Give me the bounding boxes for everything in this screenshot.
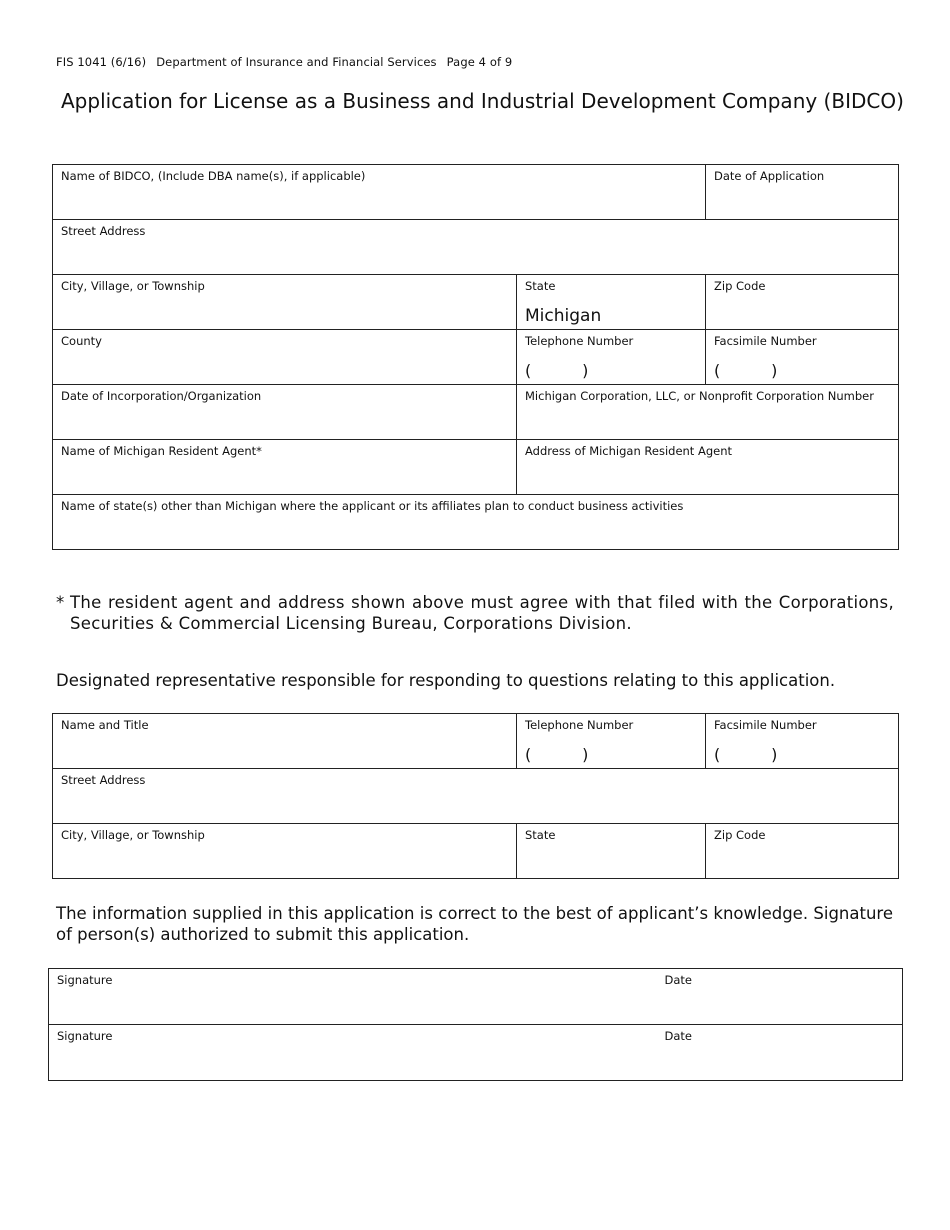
rep-zip-label: Zip Code — [714, 828, 766, 842]
rep-city-label: City, Village, or Township — [61, 828, 205, 842]
resident-agent-note — [56, 592, 894, 634]
incorporation-date-label: Date of Incorporation/Organization — [61, 389, 262, 403]
rep-name-title-field[interactable] — [53, 714, 517, 769]
fax-field[interactable] — [706, 330, 899, 385]
resident-agent-address-field[interactable] — [517, 440, 899, 495]
rep-telephone-label: Telephone Number — [525, 718, 634, 732]
rep-fax-field[interactable] — [706, 714, 899, 769]
page-indicator: Page 4 of 9 — [446, 55, 513, 69]
rep-city-field[interactable] — [53, 824, 517, 879]
fax-label: Facsimile Number — [714, 334, 817, 348]
signature-date-field-1[interactable] — [657, 969, 903, 1025]
signature-field-1[interactable] — [49, 969, 657, 1025]
county-label: County — [61, 334, 102, 348]
signature-date-field-2[interactable] — [657, 1025, 903, 1081]
signature-label-2: Signature — [57, 1029, 113, 1043]
signature-table — [48, 968, 903, 1081]
signature-label-1: Signature — [57, 973, 113, 987]
application-date-label: Date of Application — [714, 169, 825, 183]
applicant-info-table — [52, 164, 899, 550]
state-field[interactable] — [517, 275, 706, 330]
representative-table — [52, 713, 899, 879]
state-label: State — [525, 279, 556, 293]
county-field[interactable] — [53, 330, 517, 385]
rep-street-address-label: Street Address — [61, 773, 146, 787]
zip-field[interactable] — [706, 275, 899, 330]
fax-area-code: ( ) — [714, 361, 778, 380]
street-address-field[interactable] — [53, 220, 899, 275]
rep-name-title-label: Name and Title — [61, 718, 149, 732]
certification-statement: The information supplied in this application is correct to the best of applicant’s knowledge. Signature of person(s) authorized to submit this application. — [56, 904, 893, 944]
telephone-label: Telephone Number — [525, 334, 634, 348]
zip-label: Zip Code — [714, 279, 766, 293]
rep-fax-area-code: ( ) — [714, 745, 778, 764]
rep-zip-field[interactable] — [706, 824, 899, 879]
rep-telephone-area-code: ( ) — [525, 745, 589, 764]
state-value: Michigan — [525, 306, 602, 326]
form-id: FIS 1041 (6/16) — [56, 55, 147, 69]
note-asterisk: * — [56, 593, 65, 612]
other-states-field[interactable] — [53, 495, 899, 550]
city-label: City, Village, or Township — [61, 279, 205, 293]
rep-state-field[interactable] — [517, 824, 706, 879]
incorporation-date-field[interactable] — [53, 385, 517, 440]
form-header — [56, 55, 512, 69]
application-date-field[interactable] — [706, 165, 899, 220]
other-states-label: Name of state(s) other than Michigan where the applicant or its affiliates plan to conduct business activities — [61, 499, 684, 513]
bidco-name-field[interactable] — [53, 165, 706, 220]
department-name: Department of Insurance and Financial Services — [156, 55, 437, 69]
rep-state-label: State — [525, 828, 556, 842]
signature-field-2[interactable] — [49, 1025, 657, 1081]
note-text: The resident agent and address shown above must agree with that filed with the Corporations, Securities & Commercial Licensing Bureau, Corporations Division. — [70, 593, 894, 633]
corporation-number-label: Michigan Corporation, LLC, or Nonprofit Corporation Number — [525, 389, 874, 403]
page-title: Application for License as a Business and Industrial Development Company (BIDCO) — [61, 89, 904, 113]
signature-date-label-2: Date — [664, 1029, 692, 1043]
representative-intro: Designated representative responsible for responding to questions relating to this application. — [56, 671, 836, 690]
rep-telephone-field[interactable] — [517, 714, 706, 769]
corporation-number-field[interactable] — [517, 385, 899, 440]
bidco-name-label: Name of BIDCO, (Include DBA name(s), if applicable) — [61, 169, 366, 183]
city-field[interactable] — [53, 275, 517, 330]
rep-street-address-field[interactable] — [53, 769, 899, 824]
resident-agent-name-field[interactable] — [53, 440, 517, 495]
street-address-label: Street Address — [61, 224, 146, 238]
rep-fax-label: Facsimile Number — [714, 718, 817, 732]
telephone-area-code: ( ) — [525, 361, 589, 380]
resident-agent-address-label: Address of Michigan Resident Agent — [525, 444, 733, 458]
signature-date-label-1: Date — [664, 973, 692, 987]
resident-agent-name-label: Name of Michigan Resident Agent* — [61, 444, 262, 458]
telephone-field[interactable] — [517, 330, 706, 385]
